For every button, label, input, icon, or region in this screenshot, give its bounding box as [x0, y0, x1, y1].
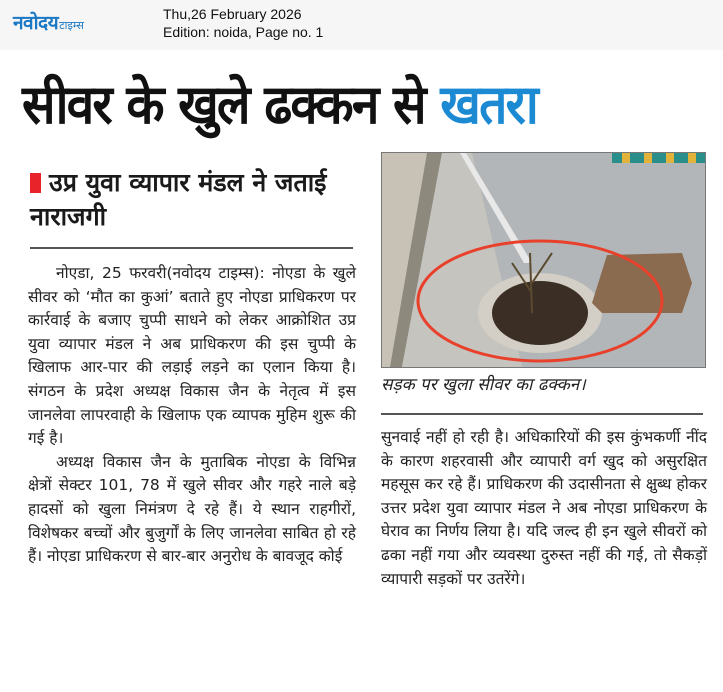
red-bullet-icon [30, 173, 41, 193]
article-headline [22, 70, 657, 140]
photo-caption: सड़क पर खुला सीवर का ढक्कन। [381, 375, 586, 395]
article-column-2 [381, 426, 707, 591]
headline-accent: खतरा [440, 73, 537, 136]
headline-main: सीवर के खुले ढक्कन से [22, 73, 441, 136]
edition-info [163, 5, 323, 41]
issue-date: Thu,26 February 2026 [163, 6, 302, 22]
newspaper-logo[interactable] [13, 9, 84, 35]
caption-divider [381, 413, 703, 415]
edition-page: Edition: noida, Page no. 1 [163, 24, 324, 40]
subhead-divider [30, 247, 353, 249]
paragraph-3: सुनवाई नहीं हो रही है। अधिकारियों की इस कुंभकर्णी नींद के कारण शहरवासी और व्यापारी वर्ग खुद को असुरक्षित महसूस कर रहे हैं। प्राधिकरण की उदासीनता से क्षुब्ध होकर उत्तर प्रदेश युवा व्यापार मंडल ने अब नोएडा प्राधिकरण के घेराव का निर्णय लिया है। यदि जल्द ही इन खुले सीवरों को ढका नहीं गया और व्यवस्था दुरुस्त नहीं की गई, तो सैकड़ों व्यापारी सड़कों पर उतरेंगे। [381, 428, 707, 588]
subheadline-text: उप्र युवा व्यापार मंडल ने जताई नाराजगी [30, 168, 327, 231]
paragraph-1: नोएडा, 25 फरवरी(नवोदय टाइम्स): नोएडा के खुले सीवर को ‘मौत का कुआं’ बताते हुए नोएडा प्राधिकरण पर कार्रवाई के बजाए चुप्पी साधने को लेकर आक्रोशित उप्र युवा व्यापार मंडल ने अब प्राधिकरण की इस चुप्पी के खिलाफ आर-पार की लड़ाई लड़ने का एलान किया है। संगठन के प्रदेश अध्यक्ष विकास जैन के नेतृत्व में इस जानलेवा लापरवाही के खिलाफ एक व्यापक मुहिम शुरू की गई है। [28, 264, 356, 448]
article-subheadline [30, 166, 360, 234]
article-photo[interactable] [381, 152, 706, 368]
paragraph-2: अध्यक्ष विकास जैन के मुताबिक नोएडा के विभिन्न क्षेत्रों सेक्टर 101, 78 में खुले सीवर और गहरे नाले बड़े हादसों को खुला निमंत्रण दे रहे हैं। ये स्थान राहगीरों, विशेषकर बच्चों और बुजुर्गों के लिए जानलेवा साबित हो रहे हैं। नोएडा प्राधिकरण से बार-बार अनुरोध के बावजूद कोई [28, 452, 356, 566]
article-column-1 [28, 262, 356, 569]
logo-main-text: नवोदय [13, 12, 59, 34]
logo-sub-text: टाइम्स [59, 19, 84, 32]
open-sewer-photo-illustration [382, 153, 705, 367]
masthead-bar [0, 0, 723, 50]
